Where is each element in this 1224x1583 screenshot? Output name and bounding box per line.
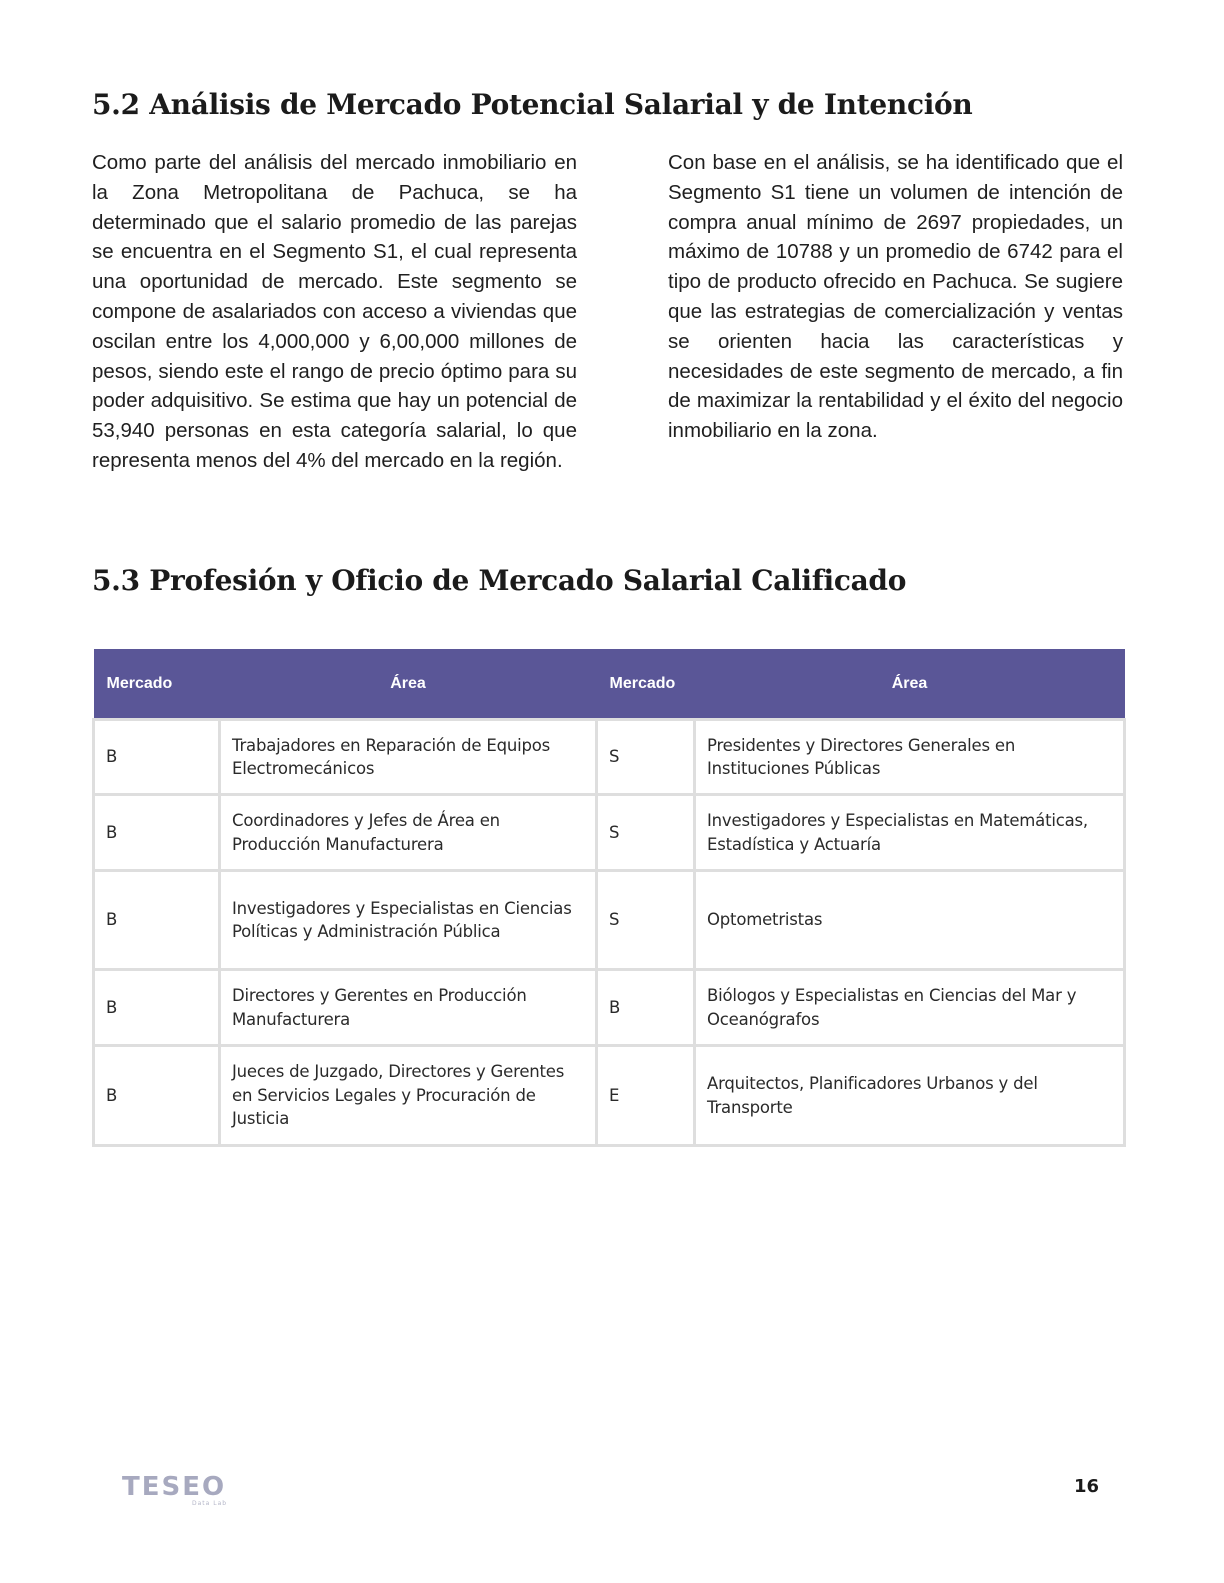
- paragraph-left: Como parte del análisis del mercado inmobiliario en la Zona Metropolitana de Pachuca, se ha determinado que el salario promedio de las parejas se encuentra en el Segmento S1, el cual representa una oportunidad de mercado. Este segmento se compone de asalariados con acceso a viviendas que oscilan entre los 4,000,000 y 6,00,000 millones de pesos, siendo este el rango de precio óptimo para su poder adquisitivo. Se estima que hay un potencial de 53,940 personas en esta categoría salarial, lo que representa menos del 4% del mercado en la región.: [92, 151, 577, 472]
- cell-area: Biólogos y Especialistas en Ciencias del Mar y Oceanógrafos: [695, 970, 1125, 1046]
- cell-area: Trabajadores en Reparación de Equipos Electromecánicos: [220, 720, 597, 795]
- cell-mercado: B: [94, 871, 220, 970]
- page-number: 16: [1074, 1476, 1100, 1497]
- header-area-1: Área: [220, 649, 597, 720]
- cell-area: Investigadores y Especialistas en Matemáticas, Estadística y Actuaría: [695, 795, 1125, 871]
- table-row: [94, 871, 1125, 970]
- market-table: [92, 649, 1126, 1147]
- cell-mercado: B: [94, 720, 220, 795]
- logo-subtext: Data Lab: [192, 1500, 228, 1507]
- cell-mercado: S: [597, 720, 695, 795]
- table-row: [94, 970, 1125, 1046]
- paragraph-right: Con base en el análisis, se ha identificado que el Segmento S1 tiene un volumen de intención de compra anual mínimo de 2697 propiedades, un máximo de 10788 y un promedio de 6742 para el tipo de producto ofrecido en Pachuca. Se sugiere que las estrategias de comercialización y ventas se orienten hacia las características y necesidades de este segmento de mercado, a fin de maximizar la rentabilidad y el éxito del negocio inmobiliario en la zona.: [668, 151, 1123, 443]
- cell-mercado: B: [94, 1046, 220, 1146]
- header-mercado-2: Mercado: [597, 649, 695, 720]
- cell-area: Presidentes y Directores Generales en Instituciones Públicas: [695, 720, 1125, 795]
- table-row: [94, 1046, 1125, 1146]
- cell-area: Coordinadores y Jefes de Área en Producción Manufacturera: [220, 795, 597, 871]
- table-header-row: [94, 649, 1125, 720]
- logo-wordmark: TESEO: [122, 1472, 227, 1502]
- cell-area: Arquitectos, Planificadores Urbanos y del Transporte: [695, 1046, 1125, 1146]
- cell-area: Jueces de Juzgado, Directores y Gerentes en Servicios Legales y Procuración de Justicia: [220, 1046, 597, 1146]
- cell-area: Optometristas: [695, 871, 1125, 970]
- table-row: [94, 795, 1125, 871]
- header-area-2: Área: [695, 649, 1125, 720]
- cell-area: Directores y Gerentes en Producción Manufacturera: [220, 970, 597, 1046]
- cell-mercado: S: [597, 871, 695, 970]
- table-row: [94, 720, 1125, 795]
- section-title-5-2: 5.2 Análisis de Mercado Potencial Salarial y de Intención: [92, 88, 973, 121]
- cell-mercado: B: [597, 970, 695, 1046]
- cell-mercado: E: [597, 1046, 695, 1146]
- cell-mercado: B: [94, 970, 220, 1046]
- header-mercado-1: Mercado: [94, 649, 220, 720]
- cell-mercado: S: [597, 795, 695, 871]
- section-title-5-3: 5.3 Profesión y Oficio de Mercado Salarial Calificado: [92, 564, 907, 597]
- teseo-logo: [122, 1473, 232, 1513]
- cell-mercado: B: [94, 795, 220, 871]
- cell-area: Investigadores y Especialistas en Ciencias Políticas y Administración Pública: [220, 871, 597, 970]
